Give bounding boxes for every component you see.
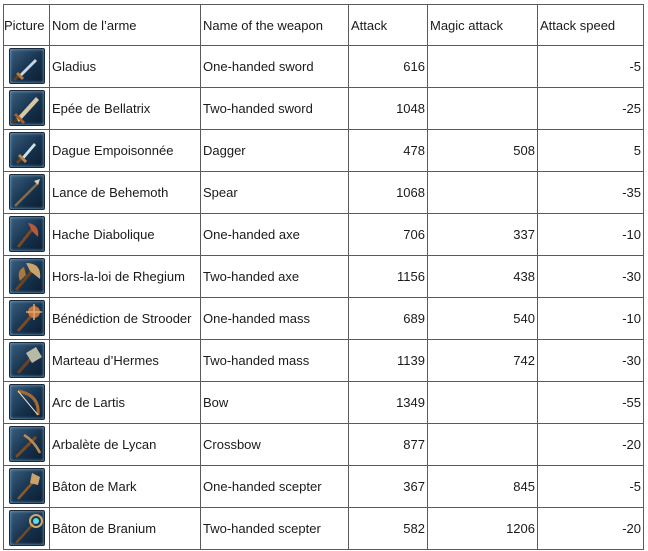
weapon-picture <box>4 88 50 130</box>
weapon-magic-attack <box>428 424 538 466</box>
weapon-picture <box>4 508 50 550</box>
weapon-english-name: One-handed mass <box>201 298 349 340</box>
weapons-table <box>3 4 644 550</box>
header-english-name: Name of the weapon <box>201 5 349 46</box>
weapon-magic-attack: 1206 <box>428 508 538 550</box>
table-row <box>4 256 644 298</box>
table-row <box>4 508 644 550</box>
weapon-english-name: Spear <box>201 172 349 214</box>
weapon-english-name: Two-handed mass <box>201 340 349 382</box>
weapon-magic-attack <box>428 382 538 424</box>
weapon-french-name: Epée de Bellatrix <box>50 88 201 130</box>
weapon-attack: 1349 <box>349 382 428 424</box>
weapon-picture <box>4 298 50 340</box>
weapon-magic-attack <box>428 88 538 130</box>
header-attack: Attack <box>349 5 428 46</box>
mace-icon <box>9 300 45 336</box>
weapon-english-name: Two-handed scepter <box>201 508 349 550</box>
weapon-attack: 877 <box>349 424 428 466</box>
table-row <box>4 466 644 508</box>
table-row <box>4 172 644 214</box>
weapon-attack-speed: -35 <box>538 172 644 214</box>
weapon-french-name: Arc de Lartis <box>50 382 201 424</box>
weapon-french-name: Lance de Behemoth <box>50 172 201 214</box>
sword-icon <box>9 48 45 84</box>
weapon-attack-speed: -20 <box>538 508 644 550</box>
weapon-english-name: Two-handed axe <box>201 256 349 298</box>
weapon-french-name: Gladius <box>50 46 201 88</box>
axe-icon <box>9 216 45 252</box>
spear-icon <box>9 174 45 210</box>
weapon-magic-attack: 337 <box>428 214 538 256</box>
weapon-picture <box>4 340 50 382</box>
greatsword-icon <box>9 90 45 126</box>
bow-icon <box>9 384 45 420</box>
weapon-english-name: Two-handed sword <box>201 88 349 130</box>
weapon-attack-speed: -5 <box>538 46 644 88</box>
weapon-french-name: Dague Empoisonnée <box>50 130 201 172</box>
weapon-attack: 367 <box>349 466 428 508</box>
weapon-attack: 1048 <box>349 88 428 130</box>
weapon-picture <box>4 46 50 88</box>
dagger-icon <box>9 132 45 168</box>
weapon-picture <box>4 256 50 298</box>
weapon-english-name: Crossbow <box>201 424 349 466</box>
weapon-picture <box>4 424 50 466</box>
weapon-attack: 582 <box>349 508 428 550</box>
weapon-attack-speed: -30 <box>538 256 644 298</box>
weapon-picture <box>4 466 50 508</box>
weapon-english-name: One-handed scepter <box>201 466 349 508</box>
hammer-icon <box>9 342 45 378</box>
weapon-attack: 1156 <box>349 256 428 298</box>
weapon-french-name: Bâton de Branium <box>50 508 201 550</box>
weapon-picture <box>4 382 50 424</box>
weapon-magic-attack: 742 <box>428 340 538 382</box>
table-row <box>4 214 644 256</box>
table-row <box>4 382 644 424</box>
weapon-picture <box>4 130 50 172</box>
weapon-picture <box>4 172 50 214</box>
weapon-magic-attack: 508 <box>428 130 538 172</box>
weapon-attack: 689 <box>349 298 428 340</box>
header-magic-attack: Magic attack <box>428 5 538 46</box>
header-picture: Picture <box>4 5 50 46</box>
crossbow-icon <box>9 426 45 462</box>
weapon-english-name: One-handed axe <box>201 214 349 256</box>
scepter-icon <box>9 468 45 504</box>
table-header-row <box>4 5 644 46</box>
weapon-attack-speed: -30 <box>538 340 644 382</box>
weapon-english-name: Bow <box>201 382 349 424</box>
table-row <box>4 130 644 172</box>
weapon-attack-speed: -5 <box>538 466 644 508</box>
table-row <box>4 298 644 340</box>
weapon-attack: 1068 <box>349 172 428 214</box>
weapon-attack: 616 <box>349 46 428 88</box>
staff-icon <box>9 510 45 546</box>
weapon-attack-speed: -10 <box>538 214 644 256</box>
weapon-magic-attack <box>428 172 538 214</box>
weapon-french-name: Arbalète de Lycan <box>50 424 201 466</box>
table-row <box>4 88 644 130</box>
weapon-magic-attack: 540 <box>428 298 538 340</box>
weapon-attack-speed: 5 <box>538 130 644 172</box>
weapon-magic-attack <box>428 46 538 88</box>
weapon-attack-speed: -10 <box>538 298 644 340</box>
weapon-english-name: Dagger <box>201 130 349 172</box>
weapon-french-name: Bâton de Mark <box>50 466 201 508</box>
weapon-french-name: Hache Diabolique <box>50 214 201 256</box>
greataxe-icon <box>9 258 45 294</box>
weapon-attack-speed: -25 <box>538 88 644 130</box>
table-row <box>4 46 644 88</box>
table-row <box>4 424 644 466</box>
weapon-french-name: Bénédiction de Strooder <box>50 298 201 340</box>
weapon-picture <box>4 214 50 256</box>
weapon-attack-speed: -55 <box>538 382 644 424</box>
weapon-french-name: Hors-la-loi de Rhegium <box>50 256 201 298</box>
weapon-english-name: One-handed sword <box>201 46 349 88</box>
weapon-magic-attack: 845 <box>428 466 538 508</box>
table-row <box>4 340 644 382</box>
header-french-name: Nom de l’arme <box>50 5 201 46</box>
weapon-attack: 478 <box>349 130 428 172</box>
weapon-attack-speed: -20 <box>538 424 644 466</box>
header-attack-speed: Attack speed <box>538 5 644 46</box>
weapon-attack: 706 <box>349 214 428 256</box>
weapon-attack: 1139 <box>349 340 428 382</box>
weapon-french-name: Marteau d’Hermes <box>50 340 201 382</box>
weapon-magic-attack: 438 <box>428 256 538 298</box>
